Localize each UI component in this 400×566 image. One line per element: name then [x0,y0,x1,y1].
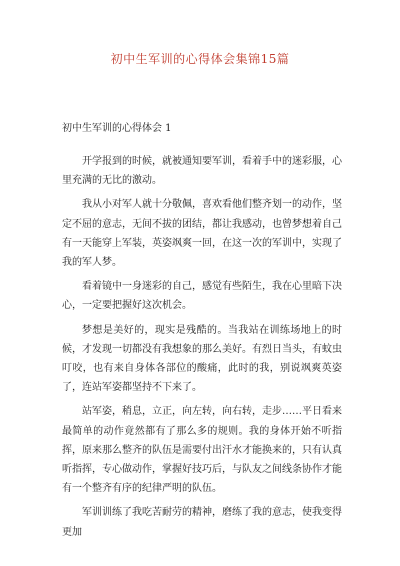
document-title: 初中生军训的心得体会集锦15篇 [110,52,290,66]
paragraph: 军训训练了我吃苦耐劳的精神，磨练了我的意志，使我变得更加 [62,507,342,538]
section-heading: 初中生军训的心得体会 1 [62,123,172,134]
paragraph: 开学报到的时候，就被通知要军训，看着手中的迷彩服，心里充满的无比的激动。 [62,156,342,187]
paragraph: 我从小对军人就十分敬佩，喜欢看他们整齐划一的动作，坚定不屈的意志，无间不拔的团结，都让我感动，也曾梦想着自己有一天能穿上军装，英姿飒爽一回，在这一次的军训中，实现了我的军人梦。 [62,199,342,269]
document-body [62,152,342,547]
paragraph: 站军姿，稍息，立正，向左转，向右转，走步……平日看来最简单的动作竟然都有了那么多的规则。我的身体开始不听指挥，原来那么整齐的队伍是需要付出汗水才能换来的，只有认真听指挥，专心做动作，掌握好技巧后，与队友之间线条协作才能有一个整齐有序的纪律严明的队伍。 [62,406,342,495]
paragraph: 梦想是美好的，现实是残酷的。当我站在训练场地上的时候，才发现一切都没有我想象的那么美好。有烈日当头，有蚊虫叮咬，也有来自身体各部位的酸痛，此时的我，别说飒爽英姿了，连站军姿都坚持不下来了。 [62,324,342,394]
paragraph: 看着镜中一身迷彩的自己，感觉有些陌生，我在心里暗下决心，一定要把握好这次机会。 [62,281,342,312]
